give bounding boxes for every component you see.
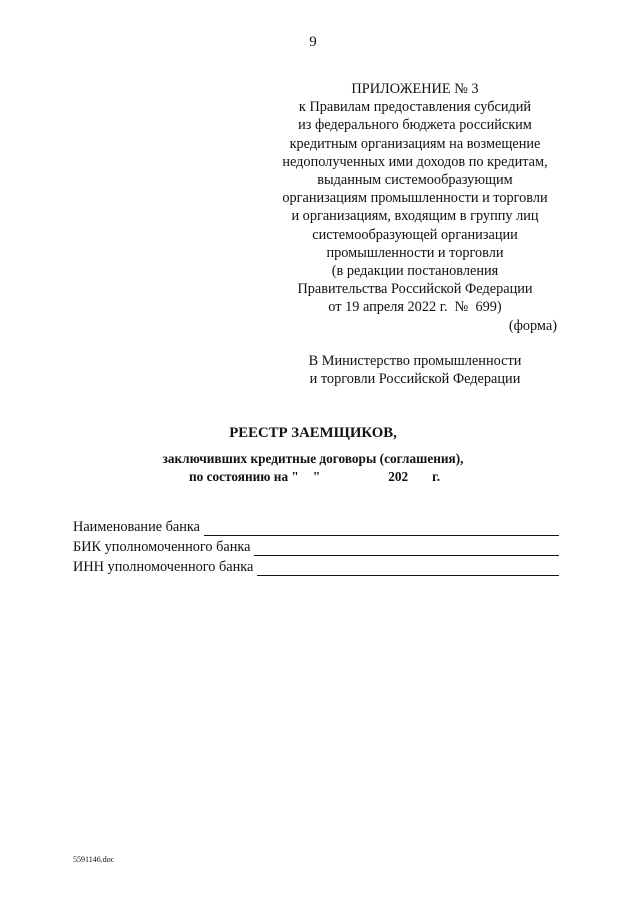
- document-subtitle: [0, 450, 626, 486]
- appendix-header: [250, 80, 580, 317]
- appendix-line: организациям промышленности и торговли: [282, 190, 548, 207]
- date-prefix: по состоянию на ": [188, 469, 299, 484]
- date-suffix: г.: [432, 469, 441, 484]
- date-line: [0, 468, 626, 486]
- bank-name-blank-line[interactable]: [204, 523, 559, 536]
- inn-blank-line[interactable]: [257, 563, 559, 576]
- appendix-line: кредитным организациям на возмещение: [289, 135, 541, 152]
- bik-field[interactable]: [73, 539, 559, 556]
- appendix-line: из федерального бюджета российским: [298, 117, 532, 134]
- appendix-line: промышленности и торговли: [326, 244, 504, 261]
- appendix-line: системообразующей организации: [312, 226, 518, 243]
- inn-field[interactable]: [73, 559, 559, 576]
- bank-name-label: Наименование банка: [73, 519, 200, 535]
- bik-blank-line[interactable]: [254, 543, 559, 556]
- page-number: 9: [309, 34, 317, 50]
- inn-label: ИНН уполномоченного банка: [73, 559, 254, 575]
- addressee-line: и торговли Российской Федерации: [309, 371, 521, 387]
- appendix-line: (в редакции постановления: [331, 263, 499, 280]
- bank-name-field[interactable]: [73, 519, 559, 536]
- appendix-line: от 19 апреля 2022 г. № 699): [328, 299, 502, 316]
- appendix-line: и организациям, входящим в группу лиц: [291, 208, 539, 225]
- appendix-line: Правительства Российской Федерации: [297, 281, 533, 298]
- date-year: 202: [388, 469, 409, 484]
- appendix-line: ПРИЛОЖЕНИЕ № 3: [351, 81, 479, 97]
- addressee: [250, 352, 580, 388]
- date-close-quote: ": [312, 469, 321, 484]
- footer-file-code: 5591146.doc: [73, 855, 115, 864]
- form-label: (форма): [508, 318, 557, 334]
- bik-label: БИК уполномоченного банка: [73, 539, 251, 555]
- addressee-line: В Министерство промышленности: [308, 353, 522, 369]
- subtitle-line: заключивших кредитные договоры (соглашения),: [162, 451, 464, 466]
- document-title: РЕЕСТР ЗАЕМЩИКОВ,: [229, 425, 397, 441]
- appendix-line: к Правилам предоставления субсидий: [298, 99, 532, 116]
- appendix-line: недополученных ими доходов по кредитам,: [282, 153, 548, 170]
- appendix-line: выданным системообразующим: [317, 172, 513, 189]
